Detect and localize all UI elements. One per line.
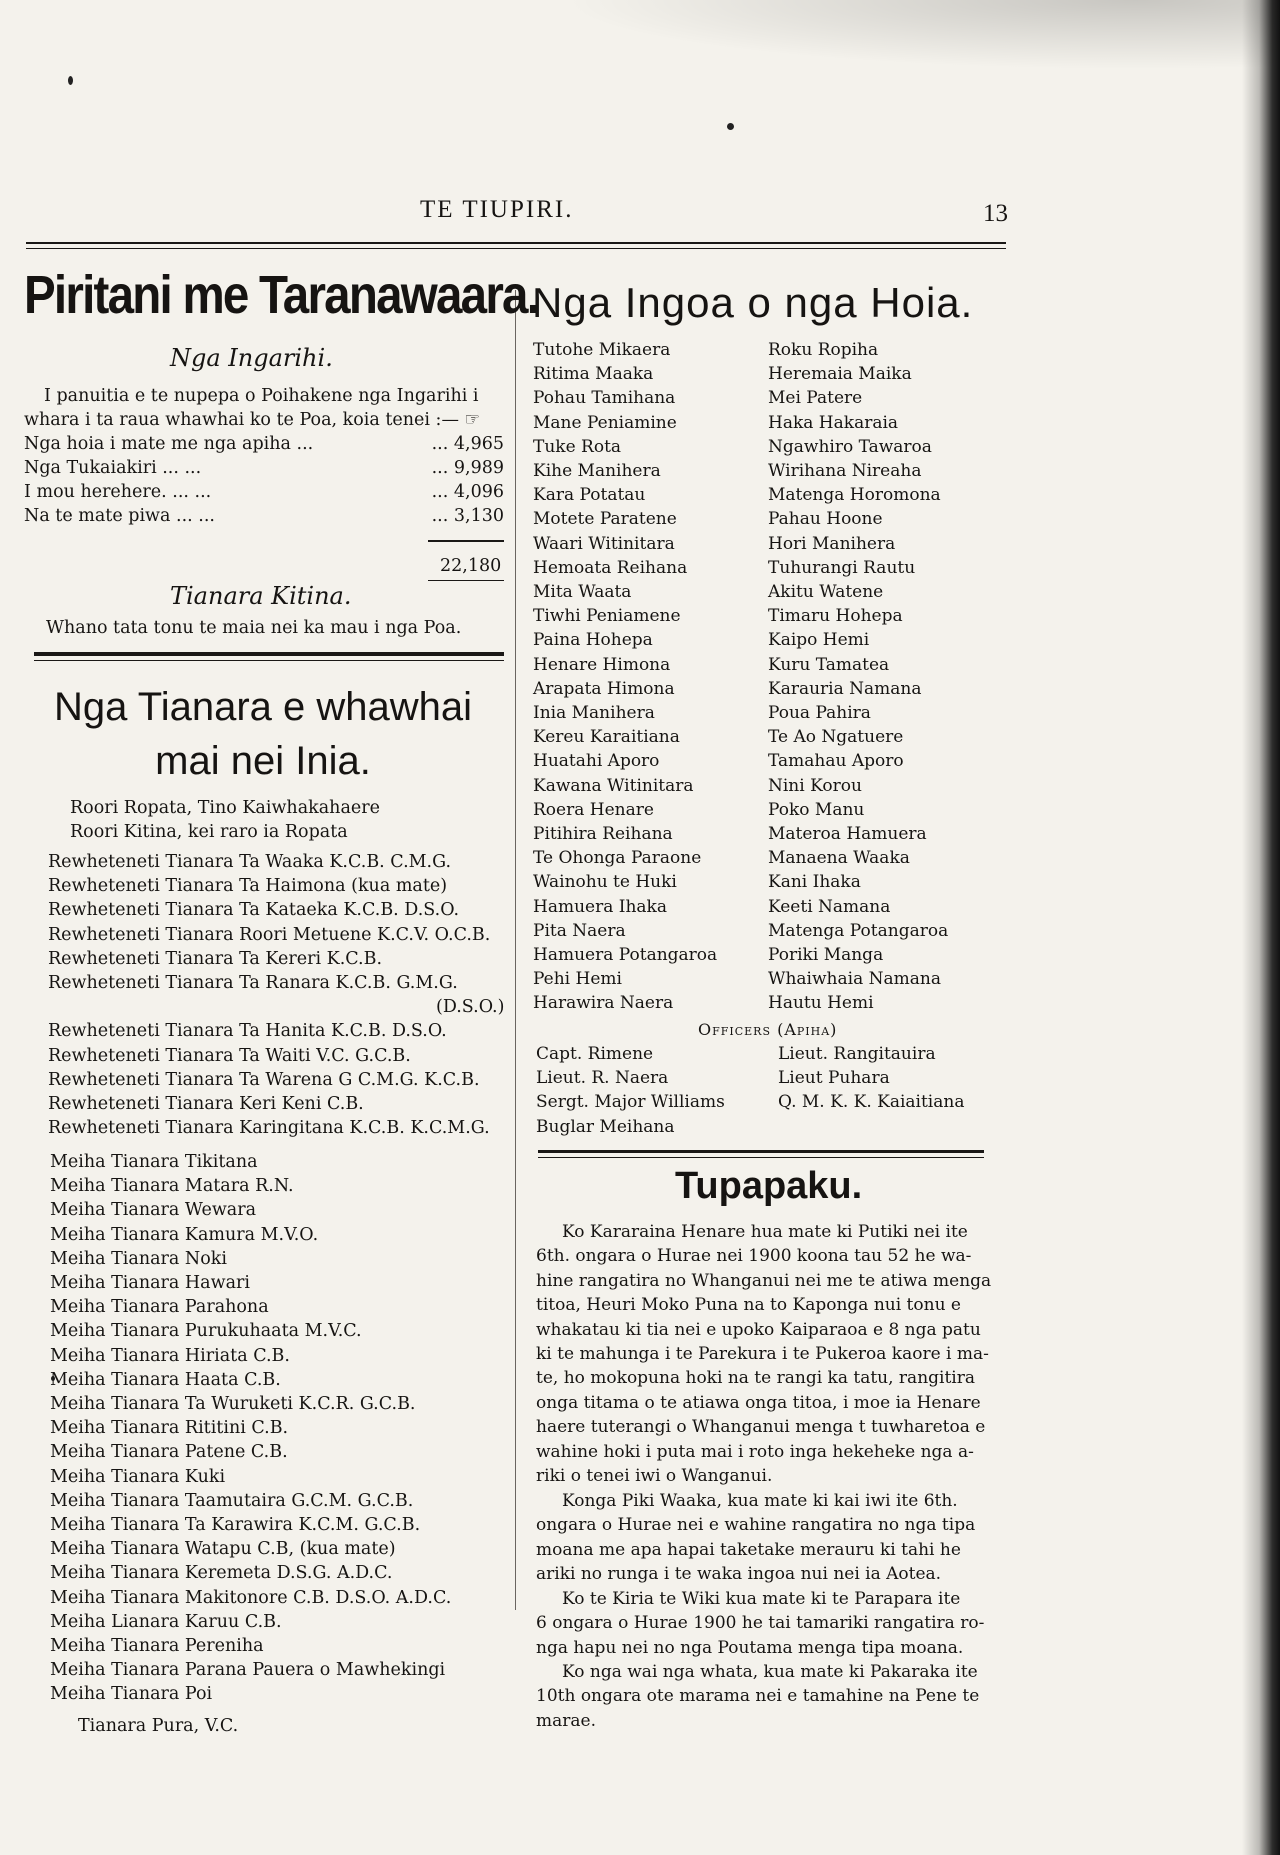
list-item: Motete Paratene [533,509,677,530]
total-underline [428,580,504,581]
list-item: Huatahi Aporo [533,751,660,772]
list-item: Henare Himona [533,654,671,675]
list-item: Kara Potatau [533,485,646,506]
kitina-text: Whano tata tonu te maia nei ka mau i nga Poa. [46,618,462,638]
list-item: Hamuera Ihaka [533,896,667,917]
list-item: Meiha Tianara Kamura M.V.O. [50,1224,319,1245]
subheading-ingarihi: Nga Ingarihi. [170,344,333,372]
names-column-1 [533,338,717,1016]
list-item: Meiha Tianara Poi [50,1684,213,1705]
text-line: marae. [536,1710,596,1731]
text-line: nga hapu nei no nga Poutama menga tipa moana. [536,1637,964,1658]
article-title-tianara [18,680,508,788]
list-item: Meiha Tianara Ta Karawira K.C.M. G.C.B. [50,1515,421,1536]
list-item: Manaena Waaka [768,848,910,869]
section-rule [34,652,504,656]
list-item: Meiha Tianara Keremeta D.S.G. A.D.C. [50,1563,393,1584]
last-line: Tianara Pura, V.C. [78,1716,239,1736]
list-item: Meiha Tianara Matara R.N. [50,1176,294,1197]
list-item: Meiha Tianara Noki [50,1248,227,1269]
list-item: Poriki Manga [768,945,884,966]
stat-value: ... 4,096 [431,482,504,502]
commanders-list [70,796,380,844]
text-line: ariki no runga i te waka ingoa nui nei ia Aotea. [536,1564,942,1585]
list-item: Lieut Puhara [778,1068,890,1089]
intro-line: I panuitia e te nupepa o Poihakene nga Ingarihi i [44,386,479,406]
list-item: Meiha Tianara Kuki [50,1466,226,1487]
obituary-paragraph [536,1587,984,1660]
list-item: Meiha Tianara Ta Wuruketi K.C.R. G.C.B. [50,1394,416,1415]
list-item: Tamahau Aporo [768,751,904,772]
list-item: Pitihira Reihana [533,824,673,845]
list-item: Paina Hohepa [533,630,653,651]
meiha-list [50,1150,451,1707]
list-item: Tutohe Mikaera [533,340,671,360]
stats-total: 22,180 [440,556,502,576]
tianara-title-line: mai nei Inia. [155,739,371,783]
list-item: Rewheteneti Tianara Roori Metuene K.C.V. O.C.B. [48,924,491,945]
list-item: Lieut. R. Naera [536,1068,669,1089]
article-title-hoia: Nga Ingoa o nga Hoia. [532,279,974,326]
stat-row [24,480,504,504]
text-line: whakatau ki tia nei e upoko Kaiparaoa e 8 nga patu [536,1319,981,1340]
text-line: Konga Piki Waaka, kua mate ki kai iwi ite 6th. [562,1491,958,1511]
list-item: Wirihana Nireaha [768,461,922,482]
list-item: Haka Hakaraia [768,412,899,433]
stat-value: ... 3,130 [431,506,504,526]
list-item: Ritima Maaka [533,364,654,385]
list-item: Meiha Tianara Taamutaira G.C.M. G.C.B. [50,1490,414,1511]
list-item: Tuhurangi Rautu [768,557,916,578]
list-item: Kuru Tamatea [768,654,890,675]
list-item: Meiha Tianara Haata C.B. [50,1369,281,1390]
stat-row [24,456,504,480]
list-item: Hemoata Reihana [533,557,688,578]
list-item: Poko Manu [768,799,865,820]
list-item: Karauria Namana [768,678,922,699]
list-item: Meiha Tianara Tikitana [50,1152,258,1172]
header-rule [26,242,1006,244]
list-item: Sergt. Major Williams [536,1092,725,1113]
list-item: Hamuera Potangaroa [533,945,718,966]
list-item: Meiha Tianara Rititini C.B. [50,1418,289,1439]
list-item: Whaiwhaia Namana [768,969,941,990]
officers-heading: Officers (Apiha) [698,1020,838,1039]
rewheteneti-list [48,850,504,1140]
officers-column-1 [536,1042,725,1139]
list-item: Timaru Hohepa [768,606,903,627]
list-item: Arapata Himona [533,678,675,699]
list-item: Kani Ihaka [768,872,861,893]
list-item: Meiha Tianara Hawari [50,1273,250,1294]
subheading-kitina: Tianara Kitina. [170,582,352,610]
list-item: Lieut. Rangitauira [778,1044,936,1064]
list-item: Rewheteneti Tianara Ta Kereri K.C.B. [48,948,383,969]
section-rule-thin [34,660,504,661]
obituary-paragraph [536,1489,975,1587]
list-item: Meiha Lianara Karuu C.B. [50,1611,282,1632]
list-item: Poua Pahira [768,703,871,724]
obituary-paragraph [536,1220,991,1488]
list-item: Meiha Tianara Wewara [50,1200,257,1221]
scan-binding-edge [1242,0,1280,1855]
stat-row [24,504,504,528]
list-item: Rewheteneti Tianara Ta Hanita K.C.B. D.S.O. [48,1021,447,1042]
list-item: Kaipo Hemi [768,630,870,651]
list-item: Inia Manihera [533,703,655,724]
text-line: hine rangatira no Whanganui nei me te atiwa menga [536,1270,992,1291]
list-item: Buglar Meihana [536,1116,675,1137]
list-item: Rewheteneti Tianara Ta Haimona (kua mate) [48,876,448,897]
list-item: Rewheteneti Tianara Ta Waiti V.C. G.C.B. [48,1045,411,1066]
article-title-piritani: Piritani me Taranawaara. [24,265,539,325]
text-line: wahine hoki i puta mai i roto inga hekeheke nga a- [536,1441,974,1462]
total-rule [428,540,504,542]
list-item: Pohau Tamihana [533,388,676,409]
page-number: 13 [983,200,1008,227]
list-item: Mane Peniamine [533,412,677,433]
text-line: te, ho mokopuna hoki na te rangi ka tatu, rangitira [536,1368,975,1389]
stat-value: ... 9,989 [431,458,504,478]
list-item: Waari Witinitara [533,533,675,554]
list-item: Mei Patere [768,388,863,409]
column-divider [515,290,516,1610]
intro-line: whara i ta raua whawhai ko te Poa, koia tenei :— ☞ [24,410,481,430]
list-item: Harawira Naera [533,993,674,1014]
list-item: Roera Henare [533,799,654,820]
stat-label: I mou herehere. ... ... [24,482,212,502]
list-item: Kawana Witinitara [533,775,694,796]
list-item: Hori Manihera [768,533,896,554]
list-item: Meiha Tianara Parana Pauera o Mawhekingi [50,1660,446,1681]
list-item: Te Ohonga Paraone [533,848,702,869]
text-line: 6 ongara o Hurae 1900 he tai tamariki rangatira ro- [536,1613,985,1634]
text-line: moana me apa hapai taketake merauru ki tahi he [536,1539,961,1560]
list-item: Roku Ropiha [768,340,879,360]
list-item: Kihe Manihera [533,461,661,482]
list-item: Pita Naera [533,920,626,941]
list-item: Matenga Potangaroa [768,920,949,941]
text-line: Ko Kararaina Henare hua mate ki Putiki nei ite [562,1222,968,1242]
list-item: Mita Waata [533,582,632,603]
list-item: Heremaia Maika [768,364,912,385]
list-item: (D.S.O.) [436,997,505,1018]
scan-shadow-top [560,0,1280,70]
text-line: titoa, Heuri Moko Puna na to Kaponga nui tonu e [536,1295,961,1316]
list-item: Roori Ropata, Tino Kaiwhakahaere [70,798,380,818]
list-item: Meiha Tianara Parahona [50,1297,269,1318]
list-item: Pahau Hoone [768,509,883,530]
list-item: Tuke Rota [533,436,622,457]
list-item: Meiha Tianara Watapu C.B, (kua mate) [50,1539,396,1560]
list-item: Roori Kitina, kei raro ia Ropata [70,822,348,843]
list-item: Meiha Tianara Hiriata C.B. [50,1345,290,1366]
article-title-tupapaku: Tupapaku. [675,1165,863,1207]
ink-speck [727,123,734,130]
list-item: Materoa Hamuera [768,824,927,845]
list-item: Meiha Tianara Makitonore C.B. D.S.O. A.D.C. [50,1587,452,1608]
obituary-paragraph [536,1660,979,1733]
list-item: Rewheteneti Tianara Keri Keni C.B. [48,1094,364,1115]
list-item: Keeti Namana [768,896,891,917]
officers-column-2 [778,1042,964,1115]
list-item: Ngawhiro Tawaroa [768,436,932,457]
running-head: TE TIUPIRI. [420,196,574,223]
stat-label: Na te mate piwa ... ... [24,506,215,526]
list-item: Kereu Karaitiana [533,727,680,748]
list-item: Q. M. K. K. Kaiaitiana [778,1092,965,1113]
text-line: ongara o Hurae nei e wahine rangatira no nga tipa [536,1515,976,1536]
list-item: Pehi Hemi [533,969,622,990]
list-item: Rewheteneti Tianara Ta Kataeka K.C.B. D.S.O. [48,900,460,921]
list-item: Tiwhi Peniamene [533,606,681,627]
list-item: Hautu Hemi [768,993,874,1014]
text-line: onga titama o te atiawa onga titoa, i moe ia Henare [536,1392,981,1413]
stat-label: Nga hoia i mate me nga apiha ... [24,434,314,454]
section-rule-thin [538,1157,984,1158]
text-line: 10th ongara ote marama nei e tamahine na Pene te [536,1686,980,1707]
text-line: Ko te Kiria te Wiki kua mate ki te Parapara ite [562,1589,961,1609]
text-line: Ko nga wai nga whata, kua mate ki Pakaraka ite [562,1662,978,1682]
text-line: ki te mahunga i te Parekura i te Pukeroa kaore i ma- [536,1344,989,1365]
list-item: Meiha Tianara Purukuhaata M.V.C. [50,1321,362,1342]
list-item: Meiha Tianara Patene C.B. [50,1442,288,1463]
ink-speck [68,76,73,85]
list-item: Rewheteneti Tianara Ta Waaka K.C.B. C.M.G. [48,852,452,872]
section-rule [538,1150,984,1153]
text-line: 6th. ongara o Hurae nei 1900 koona tau 52 he wa- [536,1246,972,1267]
list-item: Akitu Watene [768,582,884,603]
list-item: Te Ao Ngatuere [768,727,904,748]
text-line: haere tuterangi o Whanganui menga t tuwharetoa e [536,1417,986,1438]
list-item: Nini Korou [768,775,862,796]
list-item: Capt. Rimene [536,1044,654,1064]
text-line: riki o tenei iwi o Wanganui. [536,1466,773,1487]
stat-row [24,432,504,456]
list-item: Rewheteneti Tianara Karingitana K.C.B. K.C.M.G. [48,1118,490,1139]
names-column-2 [768,338,948,1016]
list-item: Matenga Horomona [768,485,941,506]
stat-label: Nga Tukaiakiri ... ... [24,458,202,478]
list-item: Rewheteneti Tianara Ta Ranara K.C.B. G.M.G. [48,973,458,994]
list-item: Wainohu te Huki [533,872,677,893]
tianara-title-line: Nga Tianara e whawhai [53,685,473,729]
stat-value: ... 4,965 [431,434,504,454]
header-rule-lower [26,248,1006,249]
list-item: Rewheteneti Tianara Ta Warena G C.M.G. K.C.B. [48,1069,480,1090]
list-item: Meiha Tianara Pereniha [50,1636,264,1657]
